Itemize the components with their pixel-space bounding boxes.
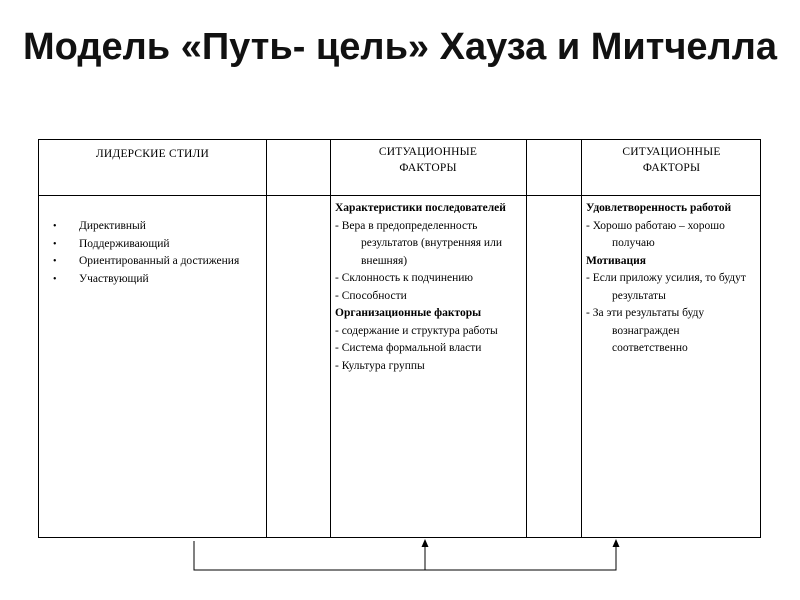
header-leadership-styles: ЛИДЕРСКИЕ СТИЛИ (95, 148, 210, 160)
header-outcome-factors: СИТУАЦИОННЫЕ ФАКТОРЫ (622, 146, 721, 174)
factor-item: - Вера в предопределенность результатов (внутренняя или внешняя) (335, 219, 502, 267)
list-item: • Ориентированный а достижения (53, 253, 253, 271)
factor-item: - содержание и структура работы (335, 324, 498, 337)
header-situational-factors: СИТУАЦИОННЫЕ ФАКТОРЫ (378, 146, 478, 174)
factor-item: - За эти результаты буду вознагражден соответственно (586, 307, 705, 354)
arrow-up-icon (422, 539, 429, 547)
arrow-up-icon (613, 539, 620, 547)
list-item: • Директивный (53, 218, 253, 236)
factor-item: - Система формальной власти (335, 342, 482, 354)
factor-item: - Если приложу усилия, то будут результаты (586, 272, 746, 302)
factor-group-heading: Характеристики последователей (335, 202, 506, 214)
factor-item: - Хорошо работаю – хорошо получаю (586, 219, 725, 249)
slide-title: Модель «Путь- цель» Хауза и Митчелла (23, 26, 777, 68)
list-item: • Поддерживающий (53, 236, 253, 254)
factor-item: - Способности (335, 289, 407, 302)
list-item: • Участвующий (53, 271, 253, 289)
factor-group-heading: Мотивация (586, 254, 647, 267)
factor-item: - Склонность к подчинению (335, 272, 474, 284)
connector-line (194, 541, 616, 570)
factor-group-heading: Организационные факторы (335, 307, 482, 319)
factor-item: - Культура группы (335, 359, 425, 372)
factor-group-heading: Удовлетворенность работой (586, 202, 732, 214)
